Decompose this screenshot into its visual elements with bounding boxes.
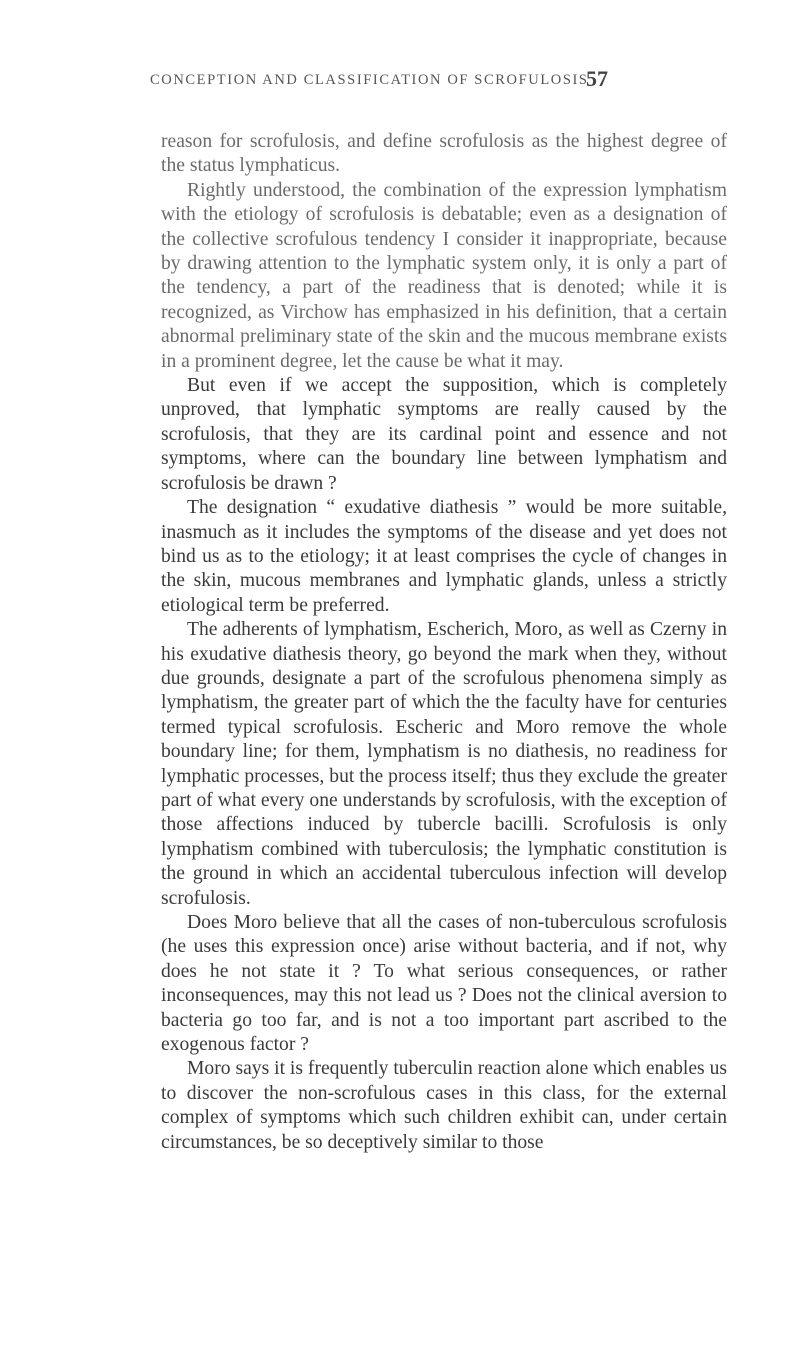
- running-head: CONCEPTION AND CLASSIFICATION OF SCROFULOSIS: [150, 72, 589, 88]
- paragraph: Moro says it is frequently tuberculin reaction alone which enables us to discover the non-scrofulous cases in this class, for the external complex of symptoms which such children exhibit can, under certain circumstances, be so deceptively similar to those: [161, 1058, 727, 1153]
- page-number: 57: [586, 66, 608, 91]
- body-text: [161, 130, 727, 1155]
- paragraph: Does Moro believe that all the cases of non-tuberculous scrofulosis (he uses this expression once) arise without bacteria, and if not, why does he not state it ? To what serious consequences, or rather inconsequences, may this not lead us ? Does not the clinical aversion to bacteria go too far, and is not a too important part ascribed to the exogenous factor ?: [161, 912, 727, 1056]
- paragraph-continuation: reason for scrofulosis, and define scrofulosis as the highest degree of the status lymphaticus.: [161, 131, 727, 177]
- paragraph: The adherents of lymphatism, Escherich, Moro, as well as Czerny in his exudative diathesis theory, go beyond the mark when they, without due grounds, designate a part of the scrofulous phenomena simply as lymphatism, the greater part of which the the faculty have for centuries termed typical scrofulosis. Escheric and Moro remove the whole boundary line; for them, lymphatism is no diathesis, no readiness for lymphatic processes, but the process itself; thus they exclude the greater part of what every one understands by scrofulosis, with the exception of those affections induced by tubercle bacilli. Scrofulosis is only lymphatism combined with tuberculosis; the lymphatic constitution is the ground in which an accidental tuberculous infection will develop scrofulosis.: [161, 619, 727, 909]
- paragraph: Rightly understood, the combination of the expression lymphatism with the etiology of scrofulosis is debatable; even as a designation of the collective scrofulous tendency I consider it inappropriate, because by drawing attention to the lymphatic system only, it is only a part of the tendency, a part of the readiness that is denoted; while it is recognized, as Virchow has emphasized in his definition, that a certain abnormal preliminary state of the skin and the mucous membrane exists in a prominent degree, let the cause be what it may.: [161, 179, 727, 372]
- paragraph: The designation “ exudative diathesis ” would be more suitable, inasmuch as it includes the symptoms of the disease and yet does not bind us as to the etiology; it at least comprises the cycle of changes in the skin, mucous membranes and lymphatic glands, unless a strictly etiological term be preferred.: [161, 497, 727, 616]
- paragraph: But even if we accept the supposition, which is completely unproved, that lymphatic symptoms are really caused by the scrofulosis, that they are its cardinal point and essence and not symptoms, where can the boundary line between lymphatism and scrofulosis be drawn ?: [161, 375, 727, 494]
